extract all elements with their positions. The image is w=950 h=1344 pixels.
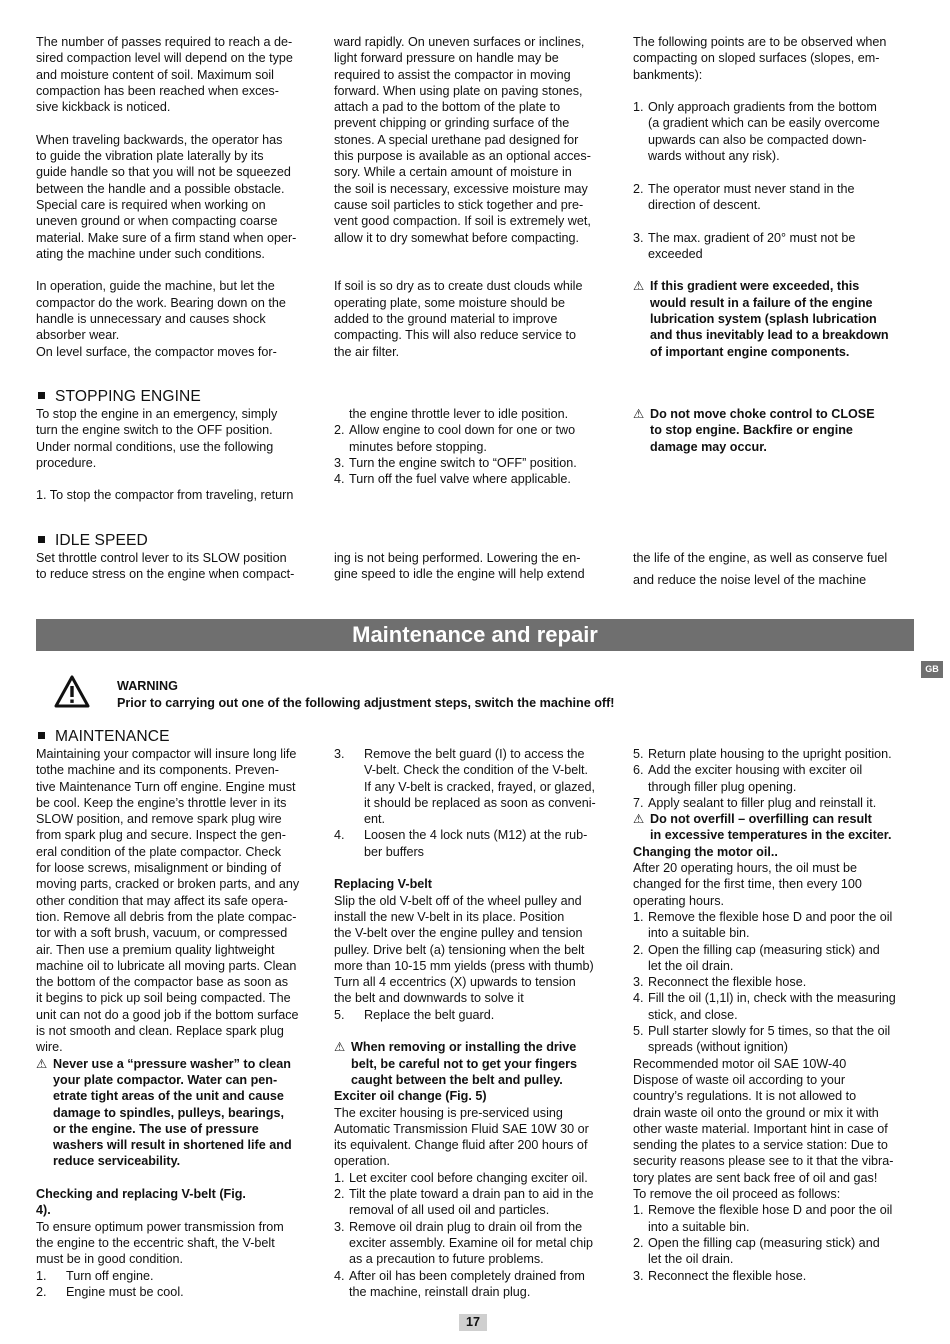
- text-line: ing is not being performed. Lowering the en-: [334, 551, 581, 565]
- list-number: 3.: [633, 975, 644, 990]
- blank-line: [633, 213, 918, 229]
- text-line: Dispose of waste oil according to your: [633, 1072, 846, 1087]
- text-line: To remove the oil proceed as follows:: [633, 1187, 841, 1202]
- text-line: between the handle and a possible obstacle.: [36, 181, 285, 196]
- text-line: Under normal conditions, use the following: [36, 439, 274, 454]
- list-item: 3. Remove oil drain plug to drain oil from the: [334, 1219, 583, 1234]
- text-line: The exciter housing is pre-serviced using: [334, 1105, 563, 1120]
- text-line: to reduce stress on the engine when compact-: [36, 567, 295, 582]
- text-line: compacting on sloped surfaces (slopes, em-: [633, 51, 880, 66]
- list-number: 3.: [633, 1268, 644, 1283]
- text-line: air. Then use a premium quality lightweight: [36, 942, 275, 957]
- blank-line: [633, 262, 918, 278]
- warning-note-line: ⚠ Do not move choke control to CLOSE: [633, 407, 875, 421]
- list-item: 1. Remove the flexible hose D and poor the oil: [633, 1203, 893, 1218]
- text-line: SLOW position, and remove spark plug wire: [36, 812, 282, 827]
- list-number: 2.: [633, 181, 644, 196]
- text-line: Set throttle control lever to its SLOW position: [36, 551, 287, 565]
- text-line: vent good compaction. If soil is extremely wet,: [334, 214, 591, 229]
- text-line: gine speed to idle the engine will help extend: [334, 567, 585, 582]
- bullet-square-icon: [38, 536, 45, 543]
- idle-col1: [36, 550, 318, 583]
- warning-text: Prior to carrying out one of the following adjustment steps, switch the machine off!: [117, 696, 615, 710]
- text-line: compaction has been reached when exces-: [36, 83, 279, 98]
- text-line: wire.: [36, 1040, 63, 1055]
- text-line: install the new V-belt in its place. Position: [334, 909, 565, 924]
- text-line: and reduce the noise level of the machine: [633, 573, 867, 588]
- list-number: 7.: [633, 795, 644, 810]
- text-line: forward. When using plate on paving stones,: [334, 83, 583, 98]
- idle-heading-text: IDLE SPEED: [55, 532, 148, 549]
- text-line: procedure.: [36, 455, 97, 470]
- text-line: tive Maintenance Turn off engine. Engine must: [36, 779, 296, 794]
- text-line: country’s regulations. It is not allowed to: [633, 1089, 857, 1104]
- text-line: If soil is so dry as to create dust clouds while: [334, 279, 583, 294]
- text-line: absorber wear.: [36, 328, 120, 343]
- text-line: more than 10-15 mm yields (press with thumb): [334, 958, 594, 973]
- text-line: uneven ground or when compacting coarse: [36, 214, 278, 229]
- list-item: let the oil drain.: [648, 958, 734, 973]
- list-item: exceeded: [648, 246, 703, 261]
- warning-note-line: ⚠ Do not overfill – overfilling can result: [633, 812, 872, 827]
- bullet-square-icon: [38, 732, 45, 739]
- list-number: 2.: [334, 423, 345, 438]
- text-line: 1. To stop the compactor from traveling, return: [36, 488, 294, 503]
- warning-note-line: belt, be careful not to get your fingers: [351, 1056, 578, 1071]
- list-item: 7. Apply sealant to filler plug and reinstall it.: [633, 795, 877, 810]
- section-heading-stopping: [36, 388, 201, 406]
- text-line: compacting. This will also reduce service to: [334, 328, 576, 343]
- list-number: 1.: [334, 1170, 345, 1185]
- warning-note-line: ⚠ When removing or installing the drive: [334, 1040, 577, 1055]
- list-number: 1.: [36, 1268, 47, 1283]
- list-item: 3. The max. gradient of 20° must not be: [633, 230, 856, 245]
- list-item: 4. Loosen the 4 lock nuts (M12) at the rub-: [334, 828, 588, 843]
- text-line: the engine to the eccentric shaft, the V-belt: [36, 1235, 275, 1250]
- text-line: must be in good condition.: [36, 1252, 184, 1267]
- text-line: the life of the engine, as well as conserve fuel: [633, 551, 888, 565]
- list-number: 6.: [633, 763, 644, 778]
- blank-line: [36, 471, 318, 487]
- text-line: guide handle so that you will not be squeezed: [36, 165, 291, 180]
- text-line: changed for the first time, then every 100: [633, 877, 862, 892]
- warning-note-line: ⚠ Never use a “pressure washer” to clean: [36, 1056, 291, 1071]
- text-line: the bottom of the compactor base as soon as: [36, 975, 289, 990]
- warning-note-line: or the engine. The use of pressure: [53, 1121, 259, 1136]
- warning-icon: ⚠: [36, 1056, 48, 1071]
- list-item: stick, and close.: [648, 1007, 738, 1022]
- list-item: let the oil drain.: [648, 1252, 734, 1267]
- list-item: 4. After oil has been completely drained from: [334, 1268, 585, 1283]
- subheading: Replacing V-belt: [334, 877, 432, 892]
- text-line: Slip the old V-belt off of the wheel pulley and: [334, 893, 582, 908]
- text-line: other waste material. Important hint in case of: [633, 1121, 888, 1136]
- list-item: direction of descent.: [648, 197, 761, 212]
- warning-note-line: in excessive temperatures in the exciter.: [650, 828, 892, 843]
- section-heading-maintenance: [36, 728, 170, 746]
- text-line: tory plates are sent back free of oil and gas!: [633, 1170, 878, 1185]
- blank-line: [334, 860, 616, 876]
- text-line: operating hours.: [633, 893, 725, 908]
- list-item: into a suitable bin.: [648, 1219, 750, 1234]
- text-line: To stop the engine in an emergency, simply: [36, 407, 278, 421]
- text-line: and moisture content of soil. Maximum soil: [36, 67, 274, 82]
- list-number: 2.: [334, 1187, 345, 1202]
- text-line: the soil is necessary, excessive moisture may: [334, 181, 588, 196]
- maint-col3: [633, 746, 918, 1284]
- bullet-square-icon: [38, 392, 45, 399]
- text-line: prevent chipping or grinding surface of the: [334, 116, 570, 131]
- list-number: 4.: [334, 472, 345, 487]
- warning-note-line: etrate tight areas of the unit and cause: [53, 1089, 284, 1104]
- text-line: sive kickback is noticed.: [36, 100, 171, 115]
- top-col2: [334, 34, 616, 360]
- list-number: 2.: [36, 1284, 47, 1299]
- text-line: pulley. Drive belt (a) tensioning when the belt: [334, 942, 585, 957]
- list-item: through filler plug opening.: [648, 779, 797, 794]
- list-number: 1.: [633, 100, 644, 115]
- warning-note-line: damage to spindles, pulleys, bearings,: [53, 1105, 284, 1120]
- text-line: compactor do the work. Bearing down on the: [36, 295, 286, 310]
- list-number: 5.: [334, 1007, 345, 1022]
- text-line: In operation, guide the machine, but let the: [36, 279, 275, 294]
- warning-note-line: of important engine components.: [650, 344, 850, 359]
- list-number: 4.: [633, 991, 644, 1006]
- text-line: The number of passes required to reach a de-: [36, 35, 293, 49]
- list-item: into a suitable bin.: [648, 926, 750, 941]
- text-line: machine oil to lubricate all moving parts. Clean: [36, 958, 297, 973]
- warning-note-line: caught between the belt and pulley.: [351, 1072, 563, 1087]
- text-line: On level surface, the compactor moves for-: [36, 344, 277, 359]
- text-line: The following points are to be observed when: [633, 35, 887, 49]
- section-heading-idle: [36, 532, 148, 550]
- text-line: other condition that may affect its safe opera-: [36, 893, 288, 908]
- list-item: 5. Replace the belt guard.: [334, 1007, 495, 1022]
- warning-note-line: washers will result in shortened life and: [53, 1138, 292, 1153]
- text-line: added to the ground material to improve: [334, 312, 558, 327]
- list-number: 1.: [633, 1203, 644, 1218]
- text-line: is not smooth and clean. Replace spark plug: [36, 1024, 284, 1039]
- subheading: Checking and replacing V-belt (Fig.: [36, 1187, 246, 1202]
- list-number: 3.: [334, 1219, 345, 1234]
- text-line: sory. While a certain amount of moisture in: [334, 165, 572, 180]
- warning-note-line: ⚠ If this gradient were exceeded, this: [633, 279, 860, 294]
- text-line: When traveling backwards, the operator has: [36, 132, 283, 147]
- idle-col3: [633, 550, 923, 589]
- text-line: the V-belt over the engine pulley and tension: [334, 926, 583, 941]
- blank-line: [36, 115, 318, 131]
- warning-icon: ⚠: [633, 812, 645, 827]
- list-item: 2. The operator must never stand in the: [633, 181, 855, 196]
- text-line: handle is unnecessary and causes shock: [36, 312, 266, 327]
- text-line: from spark plug and secure. Inspect the gen-: [36, 828, 286, 843]
- list-item: as a precaution to future problems.: [349, 1252, 544, 1267]
- list-item: 2. Open the filling cap (measuring stick) and: [633, 1235, 880, 1250]
- list-item: 3. Remove the belt guard (I) to access the: [334, 747, 585, 761]
- list-item: ber buffers: [364, 844, 424, 859]
- list-item: 2. Open the filling cap (measuring stick) and: [633, 942, 880, 957]
- list-number: 5.: [633, 1024, 644, 1039]
- list-number: 2.: [633, 1235, 644, 1250]
- list-item: 1. Let exciter cool before changing exciter oil.: [334, 1170, 588, 1185]
- text-line: operating plate, some moisture should be: [334, 295, 566, 310]
- blank-line: [334, 262, 616, 278]
- text-line: ward rapidly. On uneven surfaces or inclines,: [334, 35, 585, 49]
- list-item: ent.: [364, 812, 386, 827]
- blank-line: [633, 164, 918, 180]
- list-number: 2.: [633, 942, 644, 957]
- list-number: 1.: [633, 909, 644, 924]
- list-item: 5. Return plate housing to the upright position.: [633, 747, 892, 761]
- list-item: 2. Tilt the plate toward a drain pan to aid in the: [334, 1187, 594, 1202]
- text-line: unit can not do a good job if the bottom surface: [36, 1007, 299, 1022]
- text-line: ating the machine under such conditions.: [36, 246, 265, 261]
- text-line: the belt and downwards to solve it: [334, 991, 524, 1006]
- subheading: Exciter oil change (Fig. 5): [334, 1089, 487, 1104]
- subheading: 4).: [36, 1203, 51, 1218]
- warning-icon: ⚠: [633, 279, 645, 294]
- list-item: 1. Remove the flexible hose D and poor the oil: [633, 909, 893, 924]
- text-line: Maintaining your compactor will insure long life: [36, 747, 297, 761]
- text-line: tion. Remove all debris from the plate compac-: [36, 909, 297, 924]
- warning-icon: ⚠: [334, 1040, 346, 1055]
- text-line: stones. A special urethane pad designed for: [334, 132, 579, 147]
- top-col1: [36, 34, 318, 360]
- list-item: 4. Fill the oil (1,1l) in, check with the measuring: [633, 991, 896, 1006]
- stopping-col1: [36, 406, 318, 504]
- list-item: 3. Turn the engine switch to “OFF” position.: [334, 455, 577, 470]
- maint-col2: [334, 746, 616, 1300]
- warning-note-line: reduce serviceability.: [53, 1154, 181, 1169]
- text-line: it begins to pick up soil being compacted. The: [36, 991, 291, 1006]
- list-item: the engine throttle lever to idle position.: [349, 407, 569, 421]
- page-number: 17: [459, 1314, 487, 1331]
- list-item: wards without any risk).: [648, 149, 780, 164]
- text-line: To ensure optimum power transmission from: [36, 1219, 284, 1234]
- blank-line: [36, 262, 318, 278]
- text-line: light forward pressure on handle may be: [334, 51, 559, 66]
- list-number: 3.: [334, 747, 345, 761]
- text-line: Special care is required when working on: [36, 197, 266, 212]
- warning-triangle-icon: [54, 675, 90, 709]
- list-item: 3. Reconnect the flexible hose.: [633, 1268, 807, 1283]
- list-item: (a gradient which can be easily overcome: [648, 116, 880, 131]
- list-item: 2. Engine must be cool.: [36, 1284, 184, 1299]
- text-line: tothe machine and its components. Preven-: [36, 763, 279, 778]
- text-line: to guide the vibration plate laterally by its: [36, 149, 264, 164]
- language-tab: GB: [921, 661, 943, 678]
- list-item: spreads (without ignition): [648, 1040, 789, 1055]
- top-col3: [633, 34, 918, 360]
- text-line: required to assist the compactor in moving: [334, 67, 571, 82]
- subheading: Changing the motor oil..: [633, 844, 778, 859]
- list-item: 1. Turn off engine.: [36, 1268, 154, 1283]
- list-item: 6. Add the exciter housing with exciter oil: [633, 763, 863, 778]
- warning-note-line: your plate compactor. Water can pen-: [53, 1072, 278, 1087]
- blank-line: [334, 246, 616, 262]
- text-line: attach a pad to the bottom of the plate to: [334, 100, 561, 115]
- warning-icon: ⚠: [633, 407, 645, 421]
- text-line: eral condition of the plate compactor. Check: [36, 844, 282, 859]
- stopping-col3: [633, 406, 918, 455]
- list-item: it should be replaced as soon as conveni-: [364, 795, 596, 810]
- list-item: If any V-belt is cracked, frayed, or glazed,: [364, 779, 595, 794]
- text-line: cause soil particles to stick together and pre-: [334, 197, 584, 212]
- list-number: 4.: [334, 1268, 345, 1283]
- section-banner: Maintenance and repair: [36, 619, 914, 651]
- text-line: Turn all 4 eccentrics (X) upwards to tension: [334, 975, 576, 990]
- list-item: upwards can also be compacted down-: [648, 132, 867, 147]
- maintenance-heading-text: MAINTENANCE: [55, 728, 170, 745]
- blank-line: [36, 1170, 316, 1186]
- list-item: V-belt. Check the condition of the V-belt.: [364, 763, 589, 778]
- blank-line: [334, 1023, 616, 1039]
- list-number: 3.: [633, 230, 644, 245]
- text-line: for loose screws, misalignment or binding of: [36, 861, 281, 876]
- text-line: Recommended motor oil SAE 10W-40: [633, 1056, 847, 1071]
- text-line: tor with a soft brush, vacuum, or compressed: [36, 926, 288, 941]
- text-line: allow it to dry somewhat before compacting.: [334, 230, 579, 245]
- warning-note-line: to stop engine. Backfire or engine: [650, 423, 853, 438]
- list-item: 4. Turn off the fuel valve where applicable.: [334, 472, 571, 487]
- list-item: minutes before stopping.: [349, 439, 487, 454]
- text-line: sired compaction level will depend on the type: [36, 51, 293, 66]
- text-line: After 20 operating hours, the oil must be: [633, 861, 858, 876]
- text-line: drain waste oil onto the ground or mix it with: [633, 1105, 879, 1120]
- blank-line: [633, 83, 918, 99]
- text-line: operation.: [334, 1154, 391, 1169]
- list-item: removal of all used oil and particles.: [349, 1203, 550, 1218]
- list-item: 1. Only approach gradients from the bottom: [633, 100, 877, 115]
- text-line: Automatic Transmission Fluid SAE 10W 30 or: [334, 1121, 589, 1136]
- list-number: 5.: [633, 747, 644, 761]
- text-line: this purpose is available as an optional acces-: [334, 149, 591, 164]
- idle-col2: [334, 550, 616, 583]
- list-item: 2. Allow engine to cool down for one or two: [334, 423, 576, 438]
- list-item: 3. Reconnect the flexible hose.: [633, 975, 807, 990]
- warning-note-line: lubrication system (splash lubrication: [650, 312, 877, 327]
- text-line: material. Make sure of a firm stand when oper-: [36, 230, 297, 245]
- stopping-col2: [334, 406, 616, 487]
- text-line: bankments):: [633, 67, 703, 82]
- stopping-heading-text: STOPPING ENGINE: [55, 388, 201, 405]
- warning-note-line: damage may occur.: [650, 439, 767, 454]
- warning-title: WARNING: [117, 679, 178, 693]
- list-item: the machine, reinstall drain plug.: [349, 1284, 531, 1299]
- list-number: 4.: [334, 828, 345, 843]
- text-line: its equivalent. Change fluid after 200 hours of: [334, 1138, 588, 1153]
- text-line: sending the plates to a service station: Due to: [633, 1138, 888, 1153]
- warning-note-line: would result in a failure of the engine: [650, 295, 873, 310]
- text-line: the air filter.: [334, 344, 400, 359]
- text-line: moving parts, cracked or broken parts, and any: [36, 877, 300, 892]
- maint-col1: [36, 746, 316, 1300]
- text-line: be cool. Keep the engine’s throttle lever in its: [36, 795, 287, 810]
- text-line: security reasons please see to it that the vibra-: [633, 1154, 894, 1169]
- list-number: 3.: [334, 455, 345, 470]
- list-item: 5. Pull starter slowly for 5 times, so that the oil: [633, 1024, 891, 1039]
- text-line: turn the engine switch to the OFF position.: [36, 423, 273, 438]
- warning-note-line: and thus inevitably lead to a breakdown: [650, 328, 889, 343]
- list-item: exciter assembly. Examine oil for metal chip: [349, 1235, 594, 1250]
